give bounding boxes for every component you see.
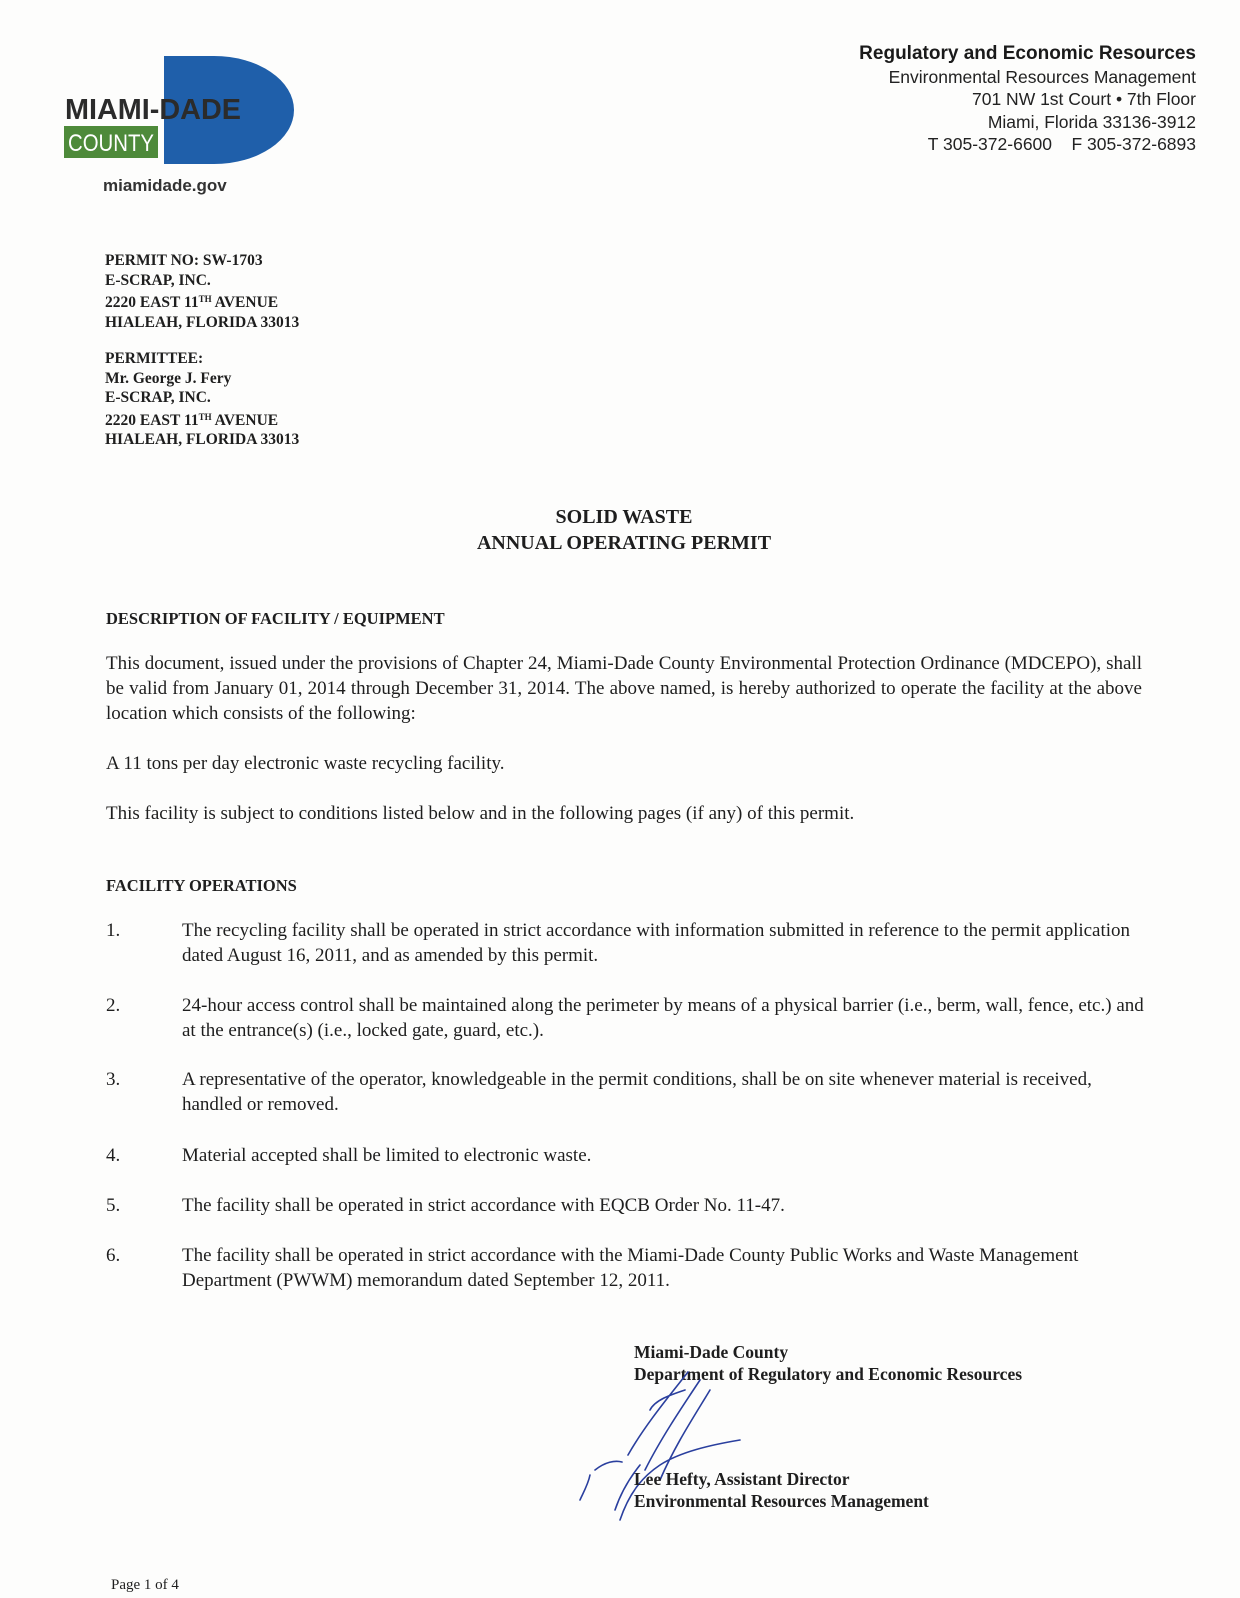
- permit-address-block: [105, 251, 299, 332]
- item-text: The recycling facility shall be operated in strict accordance with information submitted in reference to the permit application dated August 16, 2011, and as amended by this permit.: [182, 920, 1131, 966]
- facility-description: A 11 tons per day electronic waste recycling facility.: [106, 753, 505, 774]
- title-line-1: SOLID WASTE: [555, 506, 693, 528]
- agency-division: Environmental Resources Management: [888, 66, 1196, 87]
- website-url: miamidade.gov: [103, 176, 227, 195]
- item-text: A representative of the operator, knowledgeable in the permit conditions, shall be on site whenever material is received, handled or removed.: [182, 1069, 1092, 1115]
- handwritten-signature: [560, 1370, 760, 1540]
- permittee-name: Mr. George J. Fery: [105, 369, 232, 387]
- permittee-street: 2220 EAST 11TH AVENUE: [105, 411, 279, 429]
- miami-dade-county-logo: [64, 56, 294, 164]
- description-paragraph: This document, issued under the provisions of Chapter 24, Miami-Dade County Environmental Protection Ordinance (MDCEPO), shall be valid from January 01, 2014 through December 31, 2014. The above named, is hereby authorized to operate the facility at the above location which consists of the following:: [106, 653, 1142, 724]
- item-text: The facility shall be operated in strict accordance with EQCB Order No. 11-47.: [182, 1195, 785, 1216]
- logo-wordmark-bottom: COUNTY: [68, 130, 154, 157]
- agency-name: Regulatory and Economic Resources: [859, 43, 1196, 64]
- permit-company: E-SCRAP, INC.: [105, 271, 211, 289]
- agency-city: Miami, Florida 33136-3912: [987, 111, 1196, 132]
- agency-street: 701 NW 1st Court • 7th Floor: [972, 89, 1196, 109]
- item-text: The facility shall be operated in strict accordance with the Miami-Dade County Public Works and Waste Management Department (PWWM) memorandum dated September 12, 2011.: [182, 1245, 1079, 1291]
- item-number: 6.: [106, 1245, 121, 1266]
- item-number: 3.: [106, 1069, 121, 1090]
- permit-city: HIALEAH, FLORIDA 33013: [105, 313, 300, 331]
- description-heading: DESCRIPTION OF FACILITY / EQUIPMENT: [106, 609, 445, 628]
- item-number: 5.: [106, 1195, 121, 1216]
- conditions-note: This facility is subject to conditions listed below and in the following pages (if any) of this permit.: [106, 803, 855, 824]
- title-line-2: ANNUAL OPERATING PERMIT: [476, 532, 772, 554]
- permit-street: 2220 EAST 11TH AVENUE: [105, 294, 279, 311]
- item-number: 4.: [106, 1145, 121, 1166]
- permittee-company: E-SCRAP, INC.: [105, 389, 211, 406]
- signer-name: Lee Hefty, Assistant Director: [634, 1469, 850, 1489]
- signer-division: Environmental Resources Management: [634, 1491, 929, 1511]
- permittee-city: HIALEAH, FLORIDA 33013: [105, 431, 300, 448]
- permittee-label: PERMITTEE:: [105, 350, 204, 367]
- item-text: 24-hour access control shall be maintained along the perimeter by means of a physical barrier (i.e., berm, wall, fence, etc.) and at the entrance(s) (i.e., locked gate, guard, etc.).: [182, 995, 1144, 1041]
- item-text: Material accepted shall be limited to electronic waste.: [182, 1145, 592, 1166]
- document-title: [0, 504, 1240, 556]
- signature-county: Miami-Dade County: [634, 1342, 789, 1362]
- page-number: Page 1 of 4: [111, 1577, 179, 1593]
- signature-department: Department of Regulatory and Economic Resources: [634, 1364, 1023, 1384]
- permit-number: PERMIT NO: SW-1703: [105, 252, 263, 269]
- item-number: 1.: [106, 920, 121, 941]
- item-number: 2.: [106, 995, 121, 1016]
- operations-heading: FACILITY OPERATIONS: [106, 876, 297, 895]
- permittee-address-block: [105, 349, 299, 450]
- logo-wordmark-top: MIAMI-DADE: [65, 94, 241, 126]
- agency-address-block: [859, 43, 1196, 156]
- signer-block: [634, 1468, 929, 1512]
- agency-phones: T 305-372-6600 F 305-372-6893: [927, 134, 1196, 154]
